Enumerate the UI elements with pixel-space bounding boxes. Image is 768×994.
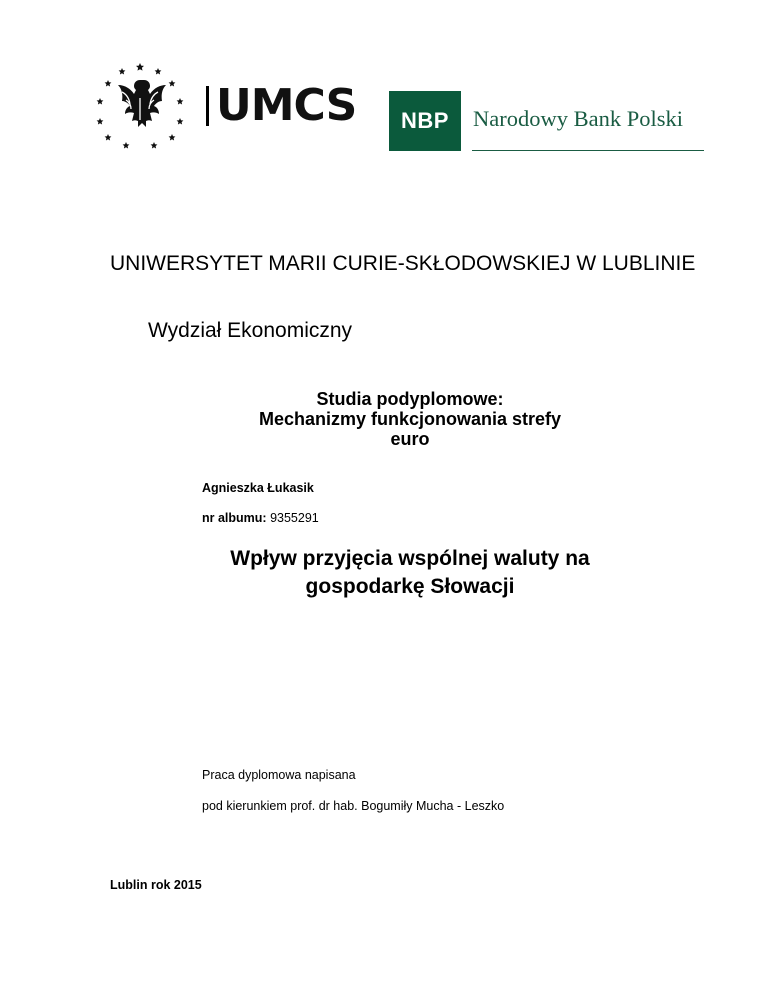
studies-line-1: Studia podyplomowe: <box>316 389 504 409</box>
nbp-logo-underline <box>472 150 704 151</box>
studies-line-3: euro <box>390 429 430 449</box>
album-number-label: nr albumu: <box>202 511 267 525</box>
postgraduate-studies-heading <box>150 389 670 449</box>
thesis-type: Praca dyplomowa napisana <box>202 768 356 782</box>
nbp-logo-box <box>389 91 461 151</box>
thesis-title-line-2: gospodarkę Słowacji <box>305 575 515 598</box>
thesis-title <box>150 545 670 601</box>
author-name: Agnieszka Łukasik <box>202 481 314 495</box>
album-number-line <box>202 510 319 526</box>
studies-line-2: Mechanizmy funkcjonowania strefy <box>258 409 562 429</box>
album-number-value: 9355291 <box>270 511 319 525</box>
nbp-logo-abbreviation: NBP <box>401 108 449 133</box>
umcs-wordmark: UMCS <box>216 80 357 131</box>
thesis-supervisor: pod kierunkiem prof. dr hab. Bogumiły Mucha - Leszko <box>202 799 505 813</box>
university-name: UNIWERSYTET MARII CURIE-SKŁODOWSKIEJ W LUBLINIE <box>110 252 696 275</box>
place-and-year: Lublin rok 2015 <box>110 878 202 892</box>
faculty-name: Wydział Ekonomiczny <box>148 319 353 342</box>
nbp-logo-name: Narodowy Bank Polski <box>473 106 683 131</box>
thesis-title-line-1: Wpływ przyjęcia wspólnej waluty na <box>230 547 590 570</box>
umcs-eagle-emblem-icon <box>92 60 188 152</box>
umcs-logo-divider <box>206 86 209 126</box>
